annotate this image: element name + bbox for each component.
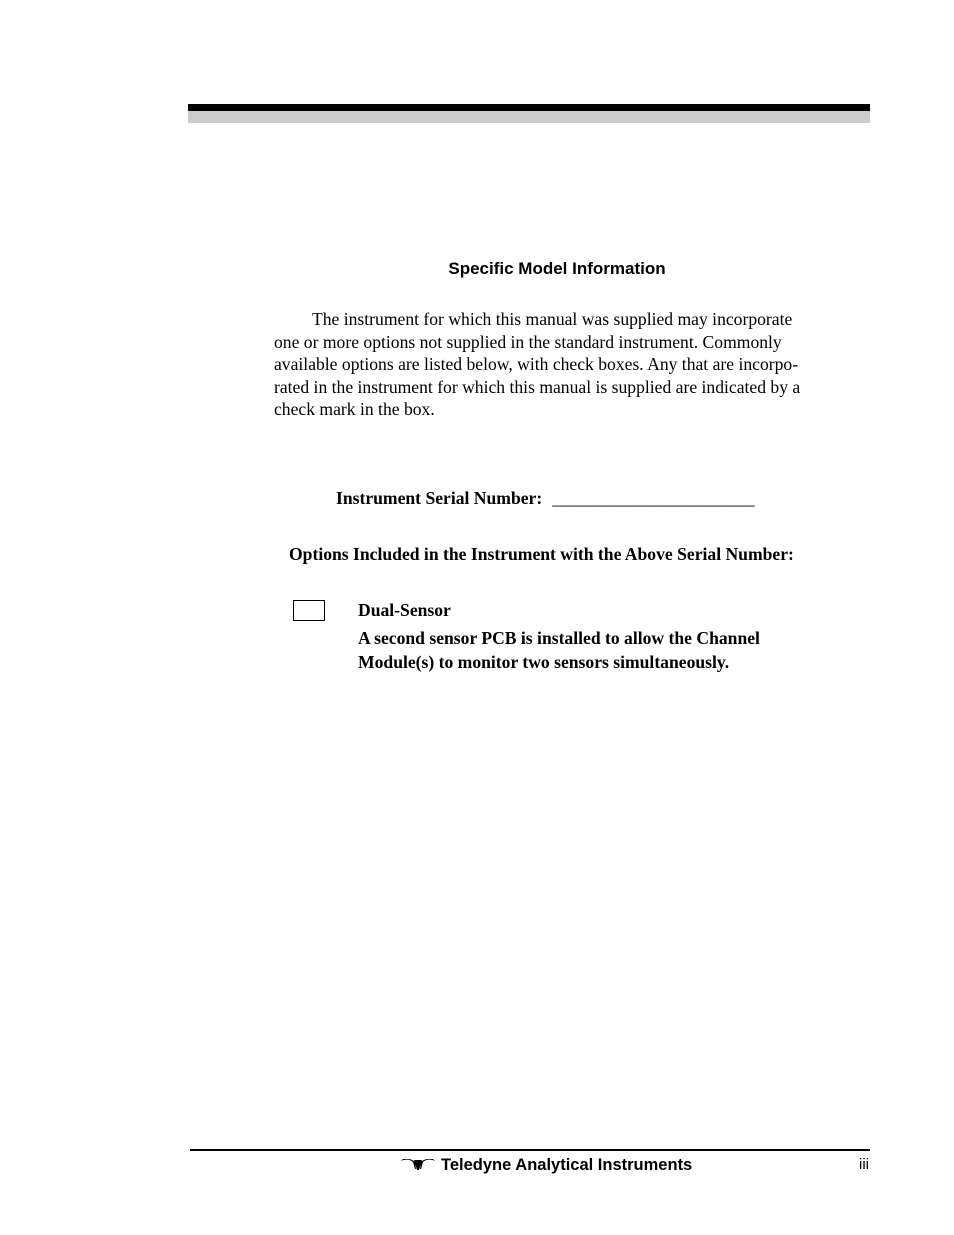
intro-line: one or more options not supplied in the standard instrument. Commonly — [274, 331, 782, 352]
dual-sensor-option-name: Dual-Sensor — [358, 600, 451, 620]
footer-rule — [190, 1149, 870, 1151]
option-description-line: Module(s) to monitor two sensors simultaneously. — [358, 651, 730, 672]
intro-line: check mark in the box. — [274, 399, 435, 419]
intro-paragraph — [274, 308, 840, 421]
dual-sensor-option-description — [358, 627, 760, 674]
options-heading: Options Included in the Instrument with the Above Serial Number: — [289, 544, 794, 564]
serial-number-blank: _______________________ — [552, 488, 755, 508]
intro-line: available options are listed below, with check boxes. Any that are incorpo- — [274, 354, 799, 374]
serial-number-row — [336, 487, 755, 509]
intro-line: rated in the instrument for which this manual is supplied are indicated by a — [274, 376, 801, 397]
dual-sensor-checkbox[interactable] — [293, 600, 325, 621]
section-title: Specific Model Information — [448, 259, 666, 278]
footer-brand-text: Teledyne Analytical Instruments — [441, 1155, 693, 1174]
serial-number-label: Instrument Serial Number: — [336, 488, 543, 508]
intro-line: The instrument for which this manual was supplied may incorporate — [312, 309, 793, 329]
header-rule-black — [188, 104, 870, 111]
header-rule-gray — [188, 111, 870, 123]
teledyne-logo-icon — [401, 1159, 435, 1171]
option-description-line: A second sensor PCB is installed to allow the Channel — [358, 628, 760, 648]
page-number: iii — [859, 1156, 869, 1173]
footer-brand — [401, 1155, 692, 1175]
